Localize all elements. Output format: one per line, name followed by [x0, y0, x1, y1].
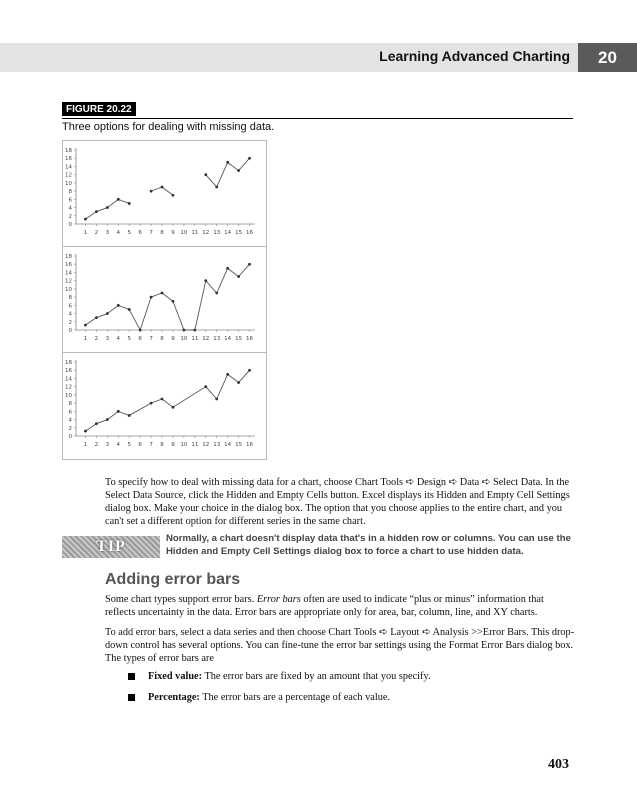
y-tick-label: 6: [68, 303, 72, 310]
data-point: [237, 169, 240, 172]
x-tick-label: 1: [83, 442, 88, 448]
x-tick-label: 5: [127, 230, 131, 236]
error-bar-types-list: [128, 670, 568, 712]
data-point: [237, 381, 240, 384]
x-tick-label: 9: [171, 442, 175, 448]
data-point: [139, 329, 142, 332]
x-tick-label: 16: [246, 230, 254, 236]
x-tick-label: 14: [224, 336, 232, 342]
data-point: [215, 292, 218, 295]
x-tick-label: 6: [138, 442, 142, 448]
x-tick-label: 10: [180, 336, 188, 342]
data-point: [84, 324, 87, 327]
data-point: [226, 161, 229, 164]
bullet-text: The error bars are a percentage of each value.: [199, 692, 391, 703]
data-point: [172, 406, 175, 409]
x-tick-label: 16: [246, 336, 254, 342]
data-point: [106, 312, 109, 315]
y-tick-label: 2: [68, 425, 72, 432]
data-point: [150, 402, 153, 405]
y-tick-label: 8: [68, 401, 72, 408]
y-tick-label: 8: [68, 295, 72, 302]
y-tick-label: 6: [68, 197, 72, 204]
y-tick-label: 6: [68, 409, 72, 416]
x-tick-label: 4: [116, 336, 121, 342]
data-point: [204, 173, 207, 176]
x-tick-label: 13: [213, 336, 221, 342]
data-point: [128, 202, 131, 205]
data-point: [161, 398, 164, 401]
x-tick-label: 3: [105, 230, 110, 236]
bullet-square-icon: [128, 694, 135, 701]
x-tick-label: 11: [191, 336, 199, 342]
y-tick-label: 18: [65, 254, 72, 260]
data-point: [226, 267, 229, 270]
x-tick-label: 6: [138, 230, 142, 236]
x-tick-label: 7: [149, 442, 153, 448]
x-tick-label: 11: [191, 230, 199, 236]
x-tick-label: 11: [191, 442, 199, 448]
x-tick-label: 2: [94, 230, 99, 236]
chart-zero: [62, 246, 267, 354]
y-tick-label: 12: [65, 384, 72, 391]
data-point: [172, 194, 175, 197]
y-tick-label: 8: [68, 189, 72, 196]
x-tick-label: 8: [160, 442, 164, 448]
data-point: [95, 210, 98, 213]
x-tick-label: 12: [202, 336, 210, 342]
x-tick-label: 15: [235, 336, 243, 342]
chart-gaps: [62, 140, 267, 248]
bullet-term: Percentage:: [148, 692, 200, 703]
x-tick-label: 7: [149, 230, 153, 236]
data-point: [150, 296, 153, 299]
y-tick-label: 12: [65, 172, 72, 179]
data-point: [204, 279, 207, 282]
x-tick-label: 12: [202, 442, 210, 448]
y-tick-label: 2: [68, 213, 72, 220]
data-point: [161, 186, 164, 189]
y-tick-label: 14: [65, 270, 72, 277]
x-tick-label: 15: [235, 442, 243, 448]
y-tick-label: 2: [68, 319, 72, 326]
y-tick-label: 4: [68, 311, 72, 318]
x-tick-label: 1: [83, 336, 88, 342]
y-tick-label: 16: [65, 156, 72, 163]
list-item: [128, 670, 568, 683]
data-point: [106, 206, 109, 209]
x-tick-label: 13: [213, 230, 221, 236]
y-tick-label: 16: [65, 262, 72, 269]
x-tick-label: 5: [127, 336, 131, 342]
x-tick-label: 14: [224, 230, 232, 236]
section-heading: Adding error bars: [105, 571, 241, 588]
y-tick-label: 0: [68, 328, 72, 334]
paragraph-missing-data: To specify how to deal with missing data for a chart, choose Chart Tools ➪ Design ➪ Data ➪ Select Data. In the Select Data Source, click the Hidden and Empty Cells button. Excel displays its Hidden and Empty Cell Settings dialog box. Make your choice in the dialog box. The option that you choose applies to the entire chart, and you can't set a different option for different series in the same chart.: [105, 477, 570, 527]
data-point: [237, 275, 240, 278]
x-tick-label: 10: [180, 442, 188, 448]
y-tick-label: 4: [68, 205, 72, 212]
data-point: [84, 218, 87, 221]
data-point: [215, 186, 218, 189]
x-tick-label: 13: [213, 442, 221, 448]
data-point: [226, 373, 229, 376]
y-tick-label: 16: [65, 368, 72, 375]
x-tick-label: 2: [94, 442, 99, 448]
y-tick-label: 0: [68, 434, 72, 440]
x-tick-label: 3: [105, 336, 110, 342]
data-point: [84, 430, 87, 433]
y-tick-label: 12: [65, 278, 72, 285]
y-tick-label: 18: [65, 360, 72, 366]
data-point: [248, 263, 251, 266]
x-tick-label: 9: [171, 336, 175, 342]
x-tick-label: 4: [116, 442, 121, 448]
data-point: [193, 329, 196, 332]
y-tick-label: 4: [68, 417, 72, 424]
data-point: [183, 329, 186, 332]
figure-caption: Three options for dealing with missing data.: [62, 121, 275, 133]
running-header-title: Learning Advanced Charting: [379, 48, 570, 64]
y-tick-label: 14: [65, 376, 72, 383]
y-tick-label: 10: [65, 180, 72, 187]
x-tick-label: 1: [83, 230, 88, 236]
figure-label: FIGURE 20.22: [62, 102, 136, 116]
data-point: [117, 198, 120, 201]
bullet-square-icon: [128, 673, 135, 680]
data-point: [106, 418, 109, 421]
y-tick-label: 10: [65, 392, 72, 399]
x-tick-label: 15: [235, 230, 243, 236]
tip-label: TIP: [96, 538, 126, 555]
data-point: [248, 157, 251, 160]
data-point: [161, 292, 164, 295]
data-point: [95, 316, 98, 319]
data-point: [204, 385, 207, 388]
paragraph2-rest: often are used to indicate “plus or minus” information that reflects uncertainty in the data. Error bars are appropriate only for area, bar, column, line, and XY charts.: [105, 594, 544, 618]
x-tick-label: 10: [180, 230, 188, 236]
paragraph-add-error-bars: To add error bars, select a data series and then choose Chart Tools ➪ Layout ➪ Analysis >>Error Bars. This drop-down control has several options. You can fine-tune the error bar settings using the Format Error Bars dialog box. The types of error bars are: [105, 627, 575, 664]
error-bars-term: Error bars: [256, 594, 301, 605]
x-tick-label: 8: [160, 230, 164, 236]
paragraph-error-bars-intro: [105, 593, 575, 619]
tip-text: Normally, a chart doesn't display data that's in a hidden row or columns. You can use the Hidden and Empty Cell Settings dialog box to force a chart to use hidden data.: [166, 533, 571, 557]
x-tick-label: 5: [127, 442, 131, 448]
x-tick-label: 7: [149, 336, 153, 342]
x-tick-label: 3: [105, 442, 110, 448]
paragraph2-start: Some chart types support error bars.: [105, 594, 257, 605]
data-point: [128, 308, 131, 311]
data-point: [150, 190, 153, 193]
data-point: [117, 410, 120, 413]
y-tick-label: 14: [65, 164, 72, 171]
x-tick-label: 2: [94, 336, 99, 342]
tip-badge: [62, 536, 160, 558]
data-point: [95, 422, 98, 425]
bullet-term: Fixed value:: [148, 671, 203, 682]
data-point: [172, 300, 175, 303]
y-tick-label: 0: [68, 222, 72, 228]
y-tick-label: 18: [65, 148, 72, 154]
x-tick-label: 9: [171, 230, 175, 236]
data-point: [117, 304, 120, 307]
data-point: [128, 414, 131, 417]
x-tick-label: 14: [224, 442, 232, 448]
page-number: 403: [548, 757, 569, 772]
x-tick-label: 12: [202, 230, 210, 236]
chart-connect: [62, 352, 267, 460]
list-item: [128, 691, 568, 704]
x-tick-label: 6: [138, 336, 142, 342]
bullet-text: The error bars are fixed by an amount that you specify.: [202, 671, 431, 682]
data-point: [248, 369, 251, 372]
data-point: [215, 398, 218, 401]
y-tick-label: 10: [65, 286, 72, 293]
x-tick-label: 16: [246, 442, 254, 448]
x-tick-label: 8: [160, 336, 164, 342]
figure-rule: [62, 118, 573, 119]
x-tick-label: 4: [116, 230, 121, 236]
chapter-number-box: 20: [578, 43, 637, 72]
